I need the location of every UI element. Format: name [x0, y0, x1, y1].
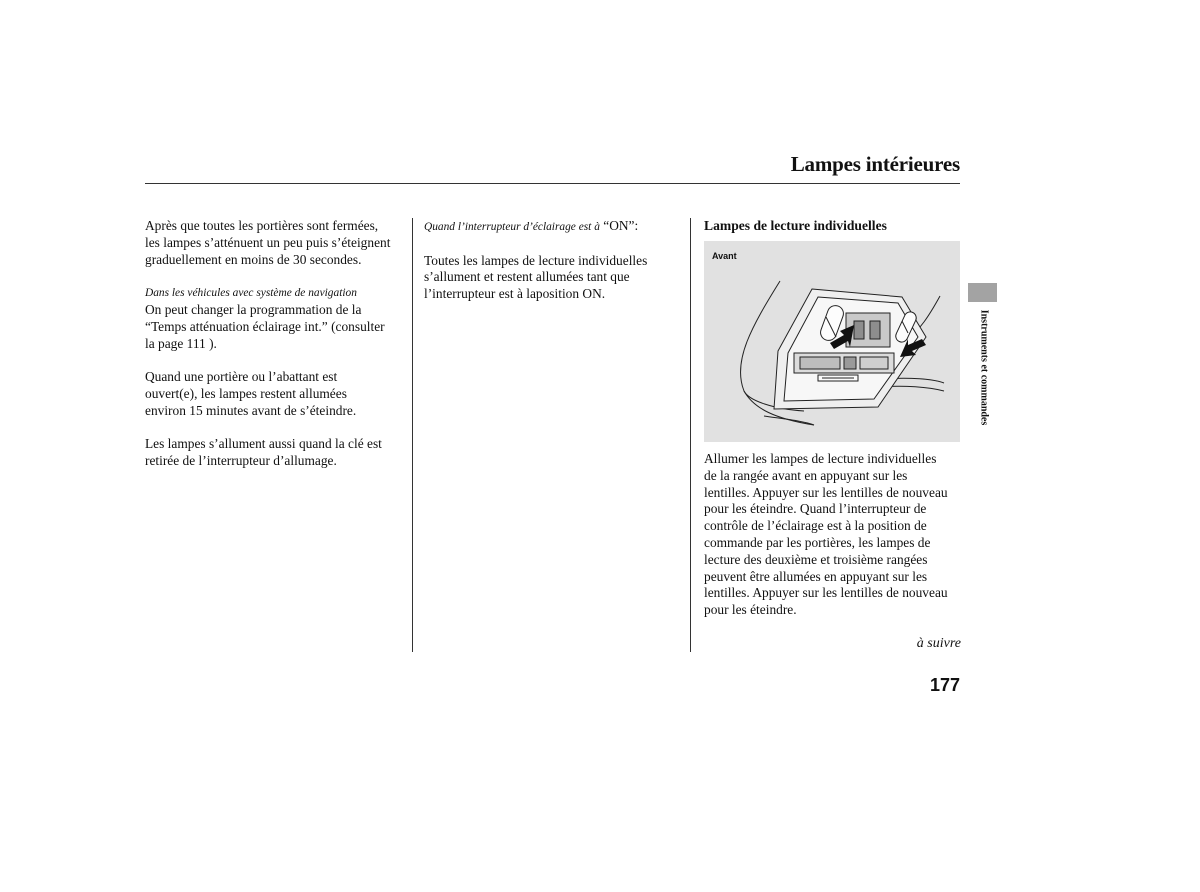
column-1 [145, 218, 407, 470]
section-title-vertical: Instruments et commandes [978, 309, 990, 426]
col1-paragraph-3: Quand une portière ou l’abattant est ouvert(e), les lampes restent allumées environ 15 minutes avant de s’éteindre. [145, 369, 357, 418]
col1-subhead: Dans les véhicules avec système de navigation [145, 287, 357, 300]
column-divider-2 [690, 218, 691, 652]
overhead-console-illustration [704, 241, 960, 442]
figure-label: Avant [712, 251, 737, 261]
title-rule [145, 183, 960, 184]
continued-note: à suivre [916, 636, 961, 651]
col3-paragraph-1: Allumer les lampes de lecture individuelles de la rangée avant en appuyant sur les lentilles. Appuyer sur les lentilles de nouveau pour les éteindre. Quand l’interrupteur de contrôle de l’éclairage est à la position de commande par les portières, les lampes de lecture des deuxième et troisième rangées peuvent être allumées en appuyant sur les lentilles. Appuyer sur les lentilles de nouveau pour les éteindre. [704, 451, 948, 618]
section-tab[interactable] [968, 283, 997, 302]
col3-heading: Lampes de lecture individuelles [704, 218, 887, 233]
col1-paragraph-1: Après que toutes les portières sont fermées, les lampes s’atténuent un peu puis s’éteignent graduellement en moins de 30 secondes. [145, 218, 391, 267]
col2-paragraph-1: Toutes les lampes de lecture individuelles s’allument et restent allumées tant que l’interrupteur est à laposition ON. [424, 252, 648, 302]
reading-lamp-figure [704, 241, 960, 442]
column-2 [424, 218, 684, 303]
col1-paragraph-2: On peut changer la programmation de la “Temps atténuation éclairage int.” (consulter la page 111 ). [145, 301, 385, 351]
page-title: Lampes intérieures [790, 152, 960, 176]
col2-subhead: Quand l’interrupteur d’éclairage est à “ON”: [424, 218, 639, 233]
col1-paragraph-4: Les lampes s’allument aussi quand la clé est retirée de l’interrupteur d’allumage. [145, 436, 382, 469]
column-divider-1 [412, 218, 413, 652]
page-number: 177 [929, 675, 960, 695]
page-reference-link[interactable]: la page 111 ). [145, 335, 217, 351]
